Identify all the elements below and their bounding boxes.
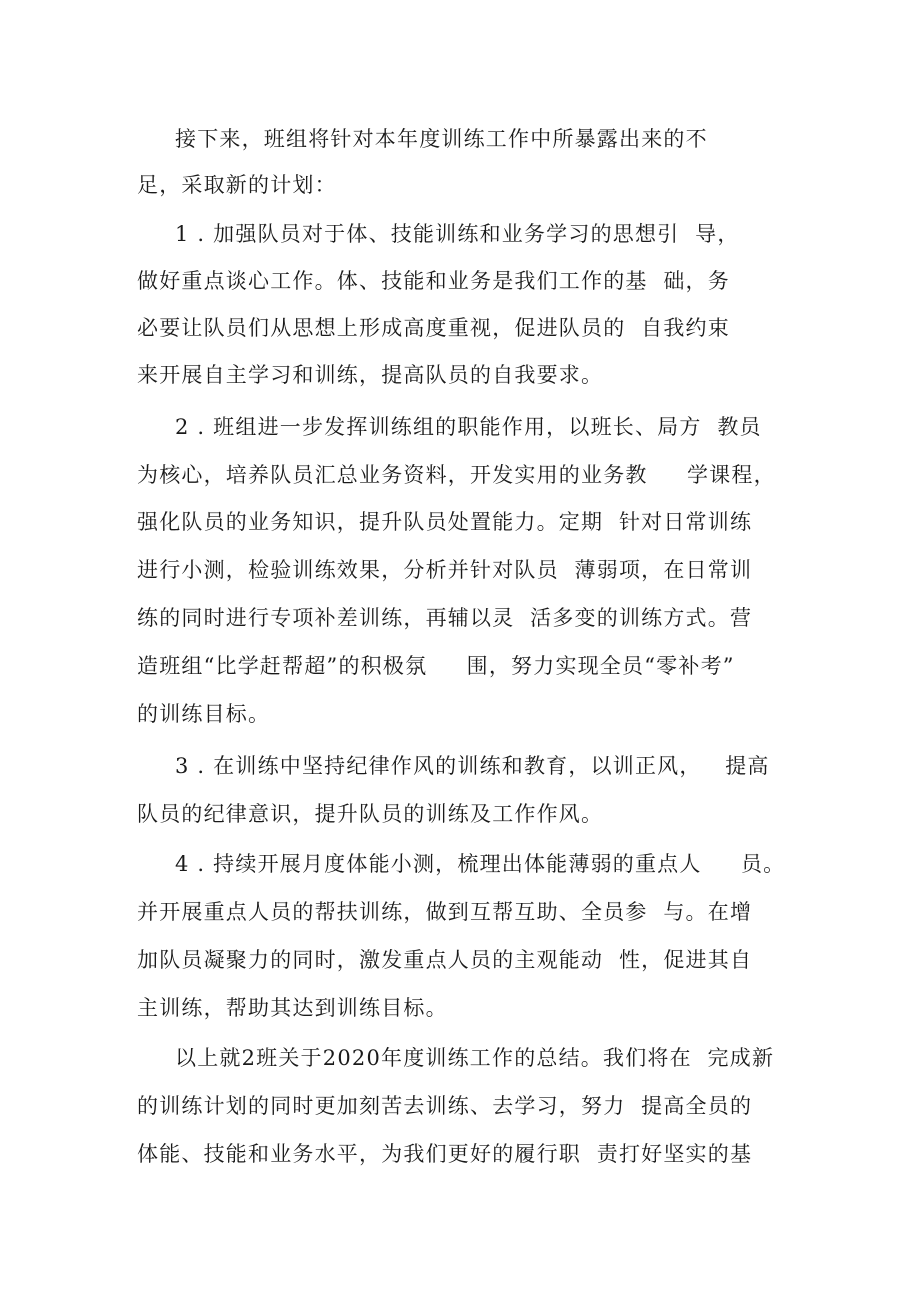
item-2-line-3: 强化队员的业务知识，提升队员处置能力。定期 针对日常训练 bbox=[137, 510, 753, 534]
item-3-line-2: 队员的纪律意识，提升队员的训练及工作作风。 bbox=[137, 802, 604, 826]
item-2-line-1: 2 . 班组进一步发挥训练组的职能作用，以班长、局方 教员 bbox=[175, 415, 762, 439]
item-2-line-6: 造班组“比学赶帮超”的积极氛 围，努力实现全员“零补考” bbox=[137, 654, 735, 678]
item-2-line-5: 练的同时进行专项补差训练，再辅以灵 活多变的训练方式。营 bbox=[137, 606, 753, 630]
item-1-line-2: 做好重点谈心工作。体、技能和业务是我们工作的基 础，务 bbox=[137, 269, 730, 293]
paragraph-intro-line-1: 接下来，班组将针对本年度训练工作中所暴露出来的不 bbox=[175, 127, 708, 151]
summary-line-2: 的训练计划的同时更加刻苦去训练、去学习，努力 提高全员的 bbox=[137, 1094, 753, 1118]
paragraph-intro-line-2: 足，采取新的计划： bbox=[137, 173, 337, 197]
summary-line-3: 体能、技能和业务水平，为我们更好的履行职 责打好坚实的基 bbox=[137, 1142, 753, 1166]
item-4-line-1: 4 . 持续开展月度体能小测，梳理出体能薄弱的重点人 员。 bbox=[175, 852, 786, 876]
item-4-line-4: 主训练，帮助其达到训练目标。 bbox=[137, 996, 448, 1020]
item-4-line-2: 并开展重点人员的帮扶训练，做到互帮互助、全员参 与。在增 bbox=[137, 900, 753, 924]
item-3-line-1: 3 . 在训练中坚持纪律作风的训练和教育，以训正风， 提高 bbox=[175, 754, 770, 778]
item-1-line-1: 1 . 加强队员对于体、技能训练和业务学习的思想引 导， bbox=[175, 222, 740, 246]
summary-line-1: 以上就2班关于2020年度训练工作的总结。我们将在 完成新 bbox=[175, 1046, 775, 1070]
item-1-line-3: 必要让队员们从思想上形成高度重视，促进队员的 自我约束 bbox=[137, 316, 730, 340]
item-1-line-4: 来开展自主学习和训练，提高队员的自我要求。 bbox=[137, 363, 604, 387]
item-2-line-7: 的训练目标。 bbox=[137, 702, 271, 726]
item-2-line-2: 为核心，培养队员汇总业务资料，开发实用的业务教 学课程， bbox=[137, 463, 776, 487]
item-4-line-3: 加队员凝聚力的同时，激发重点人员的主观能动 性，促进其自 bbox=[137, 948, 753, 972]
item-2-line-4: 进行小测，检验训练效果，分析并针对队员 薄弱项，在日常训 bbox=[137, 558, 753, 582]
